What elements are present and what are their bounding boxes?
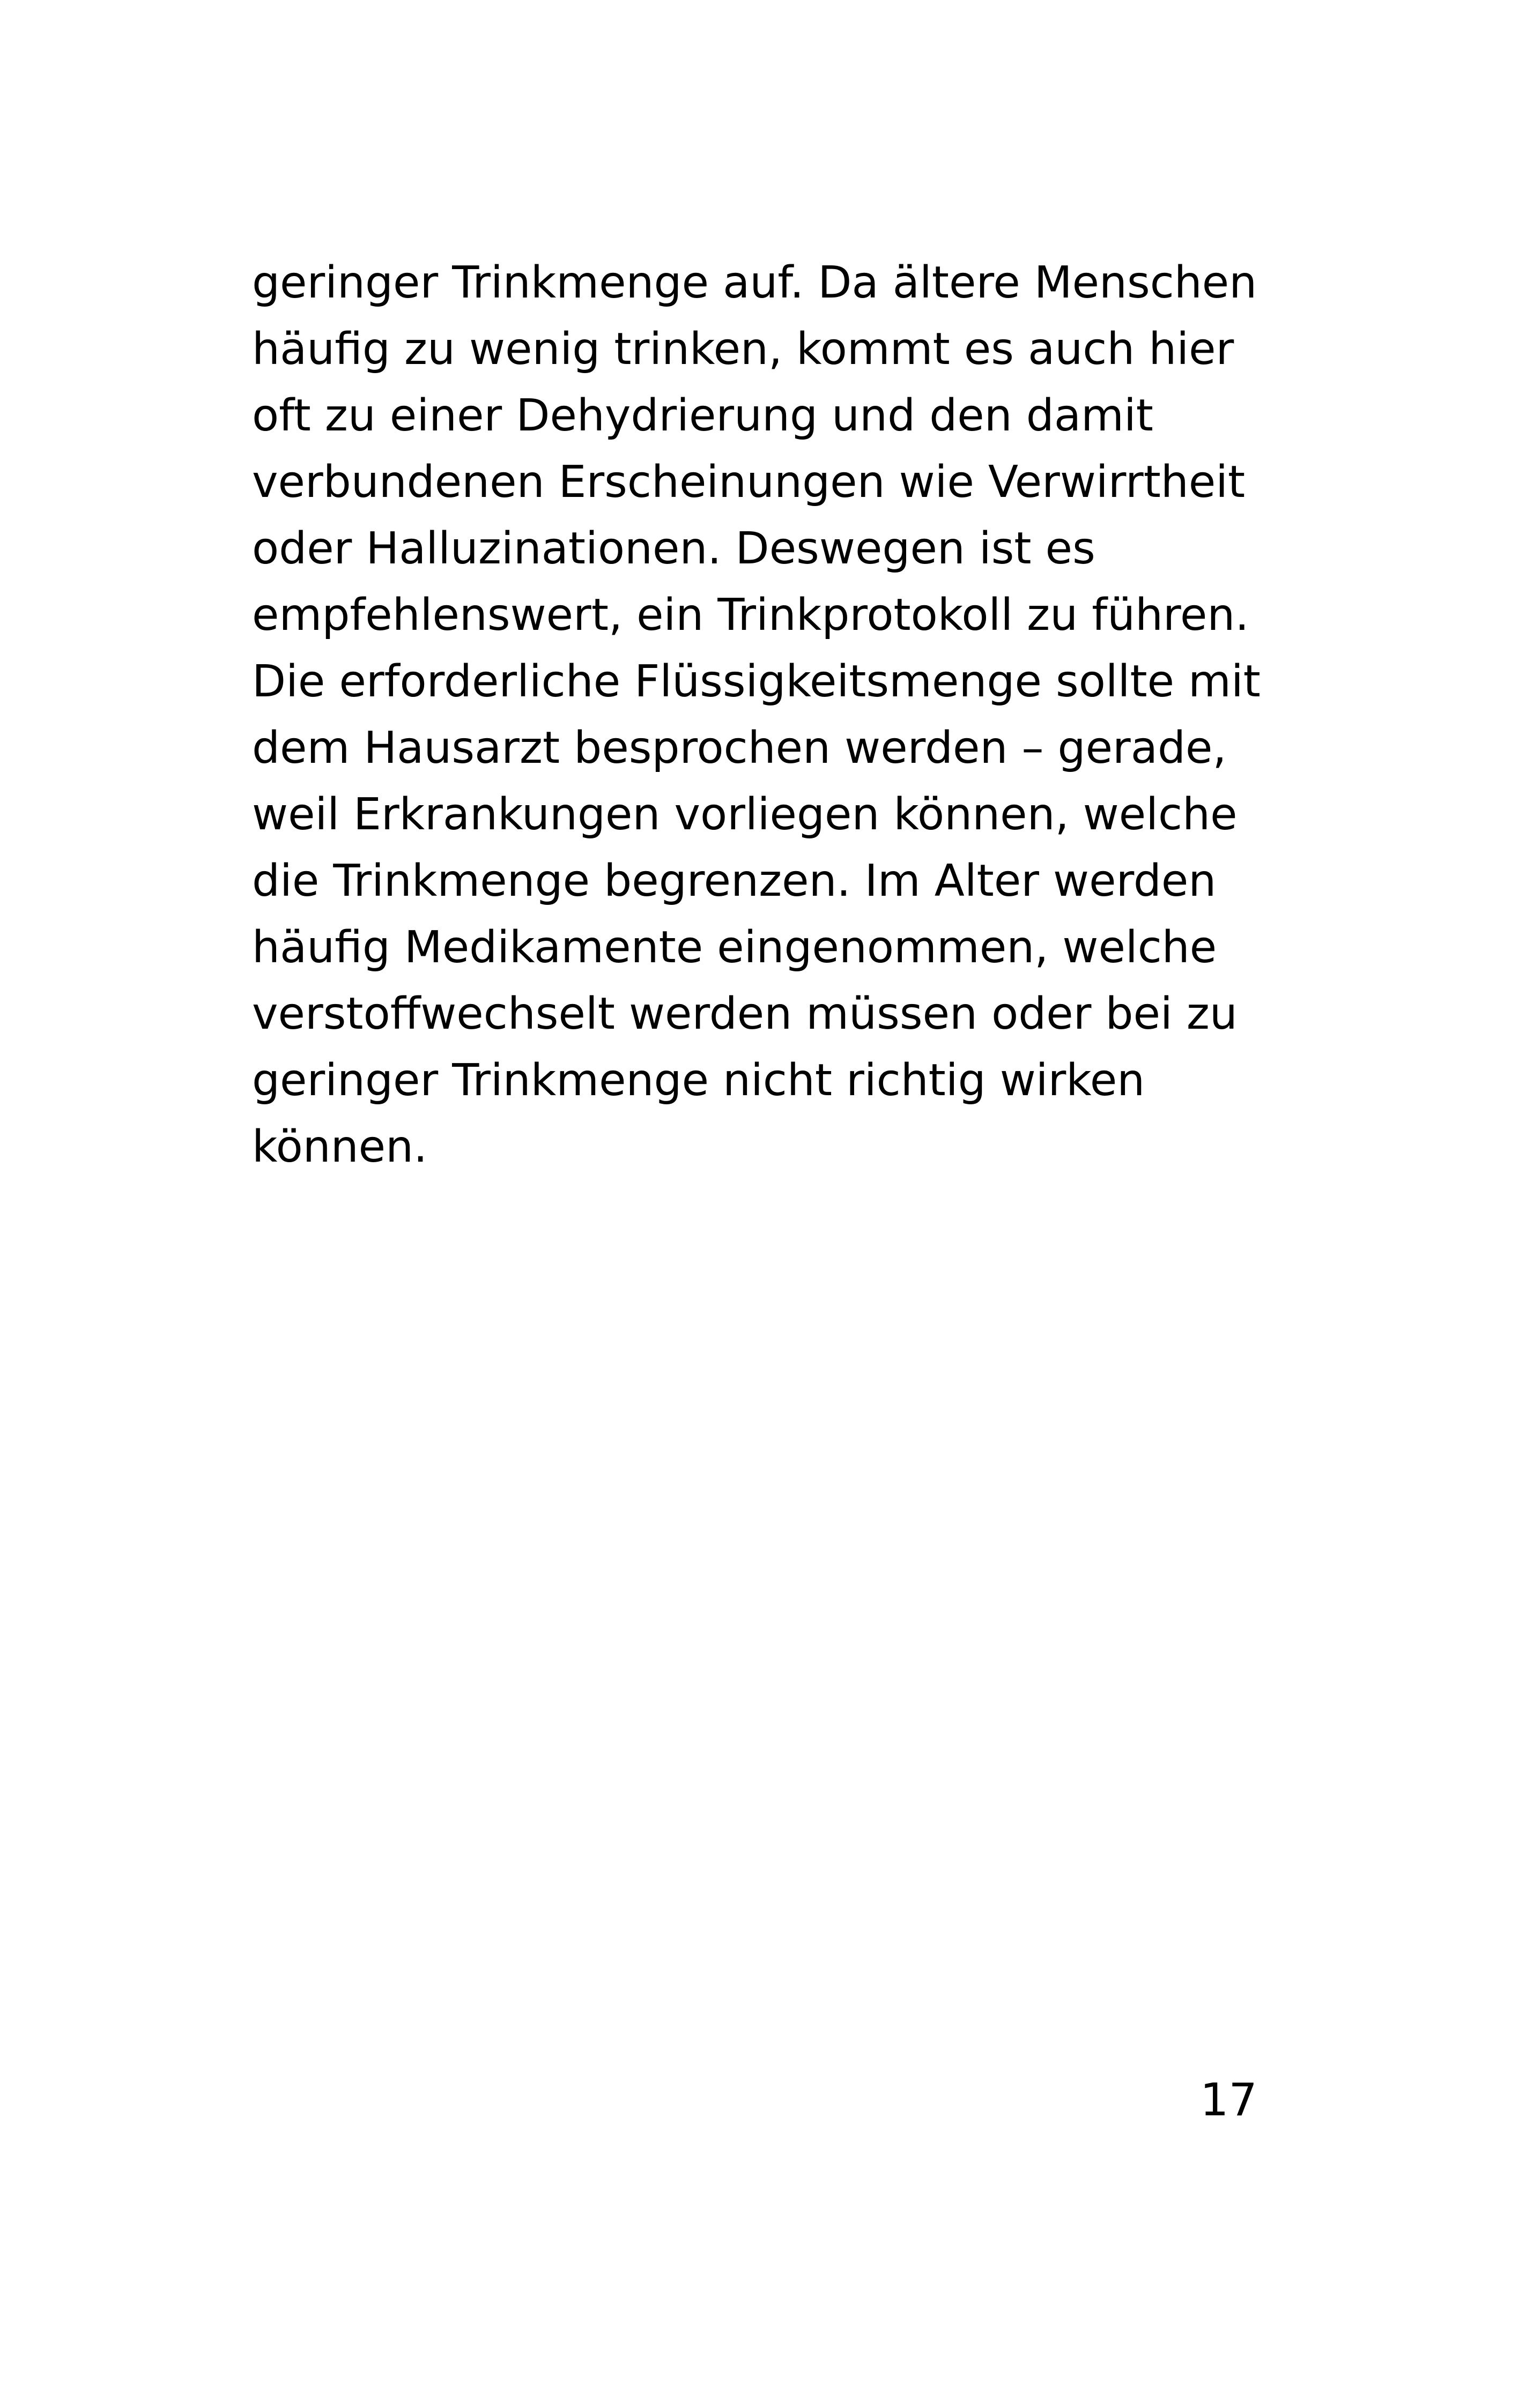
text-line: weil Erkrankungen vorliegen können, welche [252, 789, 1238, 840]
text-line: verbundenen Erscheinungen wie Verwirrtheit [252, 457, 1246, 508]
text-line: oder Halluzinationen. Deswegen ist es [252, 523, 1095, 574]
body-paragraph [252, 250, 1298, 1180]
text-line: oft zu einer Dehydrierung und den damit [252, 390, 1153, 441]
text-line: dem Hausarzt besprochen werden – gerade, [252, 723, 1227, 774]
text-line: können. [252, 1121, 428, 1172]
text-line: empfehlenswert, ein Trinkprotokoll zu führen. [252, 590, 1249, 641]
text-line: häufig zu wenig trinken, kommt es auch hier [252, 324, 1234, 375]
text-line: verstoffwechselt werden müssen oder bei zu [252, 989, 1238, 1039]
text-line: geringer Trinkmenge nicht richtig wirken [252, 1055, 1145, 1106]
text-line: die Trinkmenge begrenzen. Im Alter werden [252, 856, 1217, 906]
text-line: geringer Trinkmenge auf. Da ältere Menschen [252, 257, 1257, 308]
page-number: 17 [1200, 2073, 1257, 2126]
text-line: häufig Medikamente eingenommen, welche [252, 922, 1217, 973]
text-line: Die erforderliche Flüssigkeitsmenge sollte mit [252, 656, 1261, 707]
